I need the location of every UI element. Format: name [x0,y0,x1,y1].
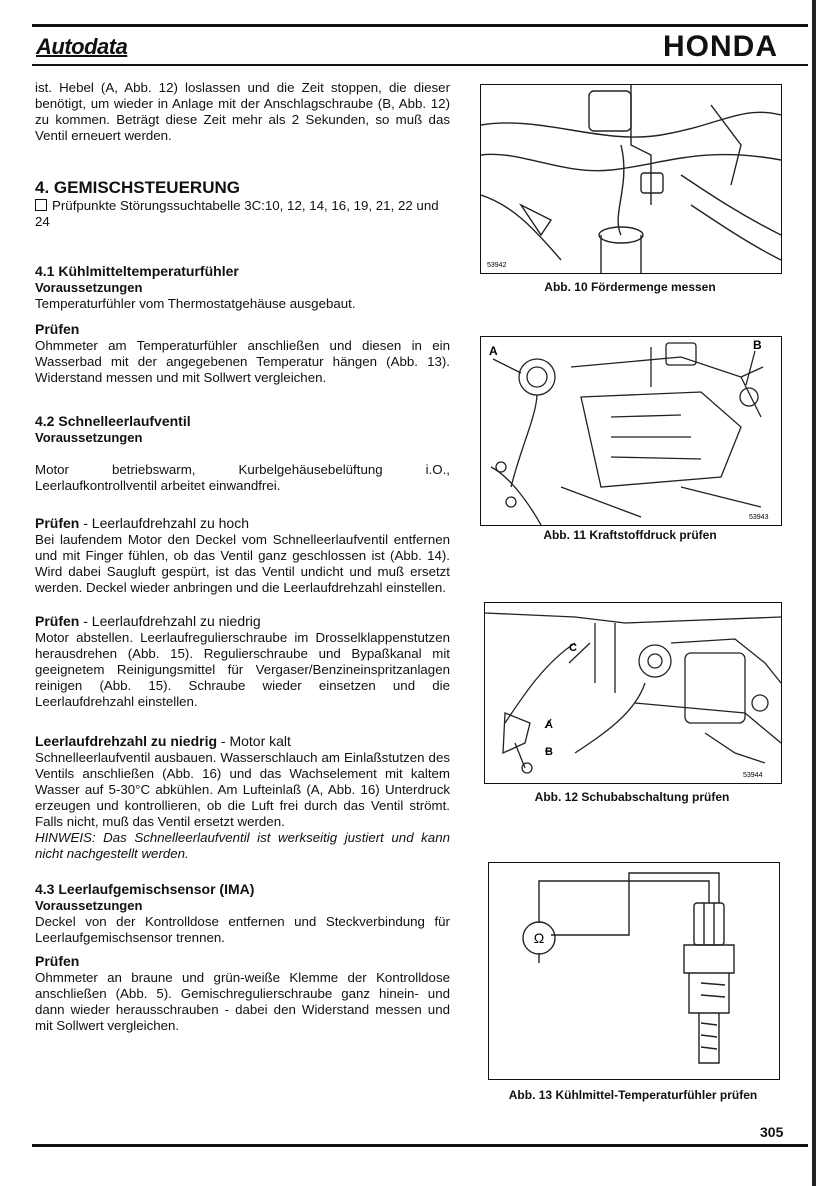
checkbox-icon [35,199,47,211]
figure-10-image [480,84,782,274]
fig11-label-b: B [753,338,762,352]
fig10-code: 53942 [487,262,507,269]
s41-voraus-label: Voraussetzungen [35,280,143,295]
autodata-logo: Autodata [36,34,128,59]
bottom-rule [32,1144,808,1147]
figure-13-caption: Abb. 13 Kühlmittel-Temperaturfühler prüfen [508,1088,758,1102]
header-rule [32,64,808,66]
s42-voraus-label: Voraussetzungen [35,430,143,445]
fig12-label-a: A [545,719,553,731]
s42-note: HINWEIS: Das Schnelleerlaufventil ist werkseitig justiert und kann nicht nachgestellt werden. [35,830,450,861]
figure-11-image [480,336,782,526]
figure-13-image [488,862,780,1080]
fig11-label-a: A [489,344,498,358]
text-column [35,80,450,1034]
section-4-1-title: 4.1 Kühlmitteltemperaturfühler [35,263,239,279]
fig11-code: 53943 [749,514,769,521]
s42-p2-text: Motor abstellen. Leerlaufregulierschraube im Drosselklappenstutzen herausdrehen (Abb. 15). Regulierschraube und Bypaßkanal mit geeignetem Reinigungsmittel für Vergaser/Benzineinspritzanlagen reinigen (Abb. 15). Schraube wieder einsetzen und die Leerlaufdrehzahl einstellen. [35,630,450,709]
s42-p1-text: Bei laufendem Motor den Deckel vom Schnelleerlaufventil entfernen und mit Finger fühlen, ob das Ventil ganz geschlossen ist (Abb. 14). Wird dabei Saugluft gespürt, ist das Ventil undicht und muß ersetzt werden. Deckel wieder anbringen und die Leerlaufdrehzahl einstellen. [35,532,450,595]
s42-p3-heading: Leerlaufdrehzahl zu niedrig - Motor kalt [35,733,291,749]
s42-p2-heading: Prüfen - Leerlaufdrehzahl zu niedrig [35,613,261,629]
s42-p3-text: Schnelleerlaufventil ausbauen. Wasserschlauch am Einlaßstutzen des Ventils anschließen (Abb. 16) und das Wachselement mit kaltem Wasser auf 5-30°C abkühlen. Am Lufteinlaß (A, Abb. 16) Unterdruck erzeugen und kontrollieren, ob die Luft frei durch das Ventil strömt. Falls nicht, muß das Ventil ersetzt werden. [35,750,450,829]
s42-p1-heading: Prüfen - Leerlaufdrehzahl zu hoch [35,515,250,531]
s43-voraus-label: Voraussetzungen [35,898,143,913]
checkpoints-line [35,198,450,230]
section-4-title: 4. GEMISCHSTEUERUNG [35,178,240,197]
fig12-code: 53944 [743,772,763,779]
figure-10-caption: Abb. 10 Fördermenge messen [544,280,716,294]
section-4-2-title: 4.2 Schnelleerlaufventil [35,413,191,429]
figure-12-caption: Abb. 12 Schubabschaltung prüfen [534,790,730,804]
page-number: 305 [760,1124,784,1140]
make-title: HONDA [663,30,778,63]
fig12-label-b: B [545,746,553,758]
s42-voraus-text: Motor betriebswarm, Kurbelgehäusebelüftung i.O., Leerlaufkontrollventil arbeitet einwandfrei. [35,462,450,493]
intro-paragraph: ist. Hebel (A, Abb. 12) loslassen und die Zeit stoppen, die dieser benötigt, um wieder in Anlage mit der Anschlagschraube (B, Abb. 12) zu kommen. Beträgt diese Zeit mehr als 2 Sekunden, so muß das Ventil erneuert werden. [35,80,450,143]
s41-pruefen-text: Ohmmeter am Temperaturfühler anschließen und diesen in ein Wasserbad mit der angegebenen Temperatur hängen (Abb. 13). Widerstand messen und mit Sollwert vergleichen. [35,338,450,385]
s43-pruefen-text: Ohmmeter an braune und grün-weiße Klemme der Kontrolldose anschließen (Abb. 5). Gemischregulierschraube ganz hinein- und dann wieder herausschrauben - dabei den Widerstand messen und mit Sollwert vergleichen. [35,970,450,1033]
figure-11-caption: Abb. 11 Kraftstoffdruck prüfen [543,528,717,542]
checkpoints-text: Prüfpunkte Störungssuchtabelle 3C:10, 12, 14, 16, 19, 21, 22 und 24 [35,198,439,229]
section-4-3-title: 4.3 Leerlaufgemischsensor (IMA) [35,881,255,897]
top-rule [32,24,808,27]
figure-12-image [484,602,782,784]
s43-pruefen-label: Prüfen [35,953,80,969]
fig12-label-c: C [569,642,577,654]
s43-voraus-text: Deckel von der Kontrolldose entfernen und Steckverbindung für Leerlaufgemischsensor trennen. [35,914,450,945]
s41-voraus-text: Temperaturfühler vom Thermostatgehäuse ausgebaut. [35,296,356,311]
s41-pruefen-label: Prüfen [35,321,80,337]
ohm-symbol: Ω [533,930,545,946]
page-spine [812,0,816,1186]
